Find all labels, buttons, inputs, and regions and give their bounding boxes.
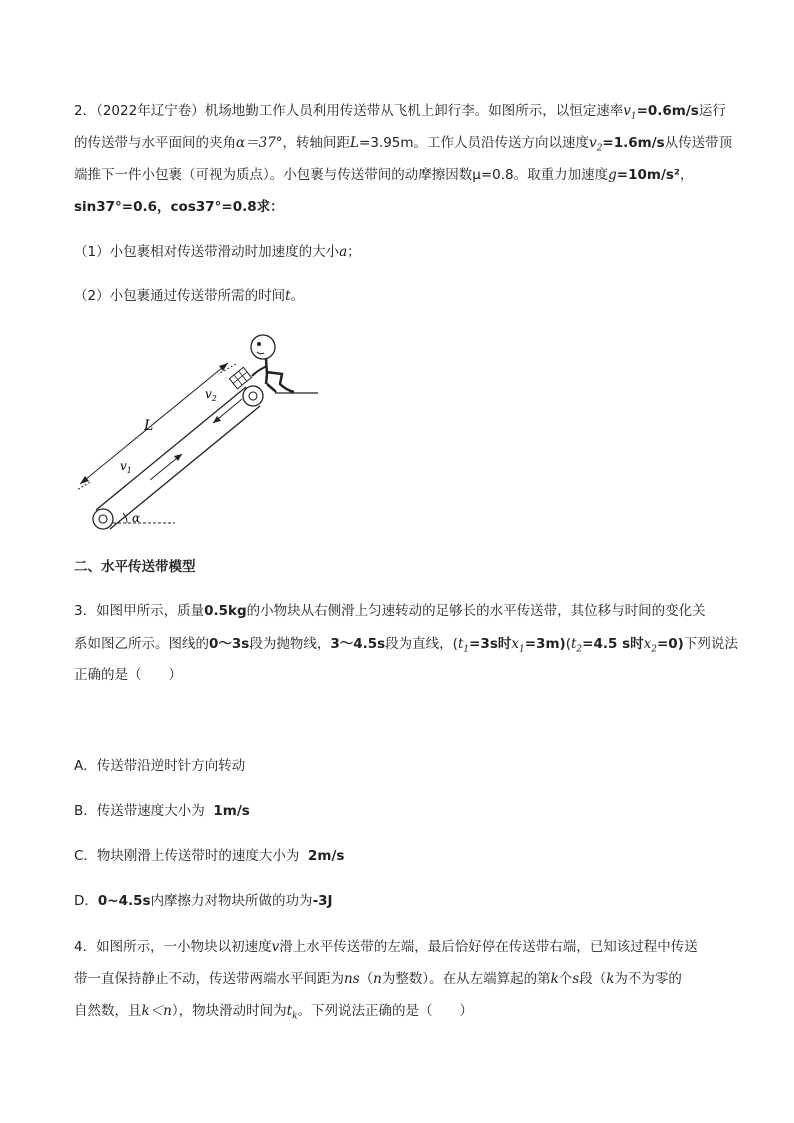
value-mu: μ=0.8 — [472, 167, 514, 183]
q3-option-d — [74, 891, 333, 911]
q3-text: =3s时 — [469, 636, 512, 652]
q4-line-3 — [74, 1001, 473, 1027]
q4-text: 滑上水平传送带的左端，最后恰好停在传送带右端，已知该过程中传送 — [279, 939, 698, 955]
sub-question-text: 。 — [290, 288, 305, 304]
var-k-lt-n: k＜n — [141, 1003, 172, 1019]
q4-text: ），物块滑动时间为 — [171, 1003, 287, 1019]
q4-text: 自然数，且 — [74, 1003, 142, 1019]
value-v2: =1.6m/s — [602, 135, 665, 151]
package-outline — [229, 367, 251, 388]
sub-2: 2 — [596, 143, 603, 154]
q2-sub-question-1 — [74, 242, 361, 262]
label-L: L — [144, 418, 154, 434]
value-mass: 0.5kg — [204, 603, 247, 619]
sub-1: 1 — [630, 111, 637, 122]
var-ns: ns — [344, 971, 360, 987]
var-t: t — [285, 288, 291, 304]
value-g: =10m/s² — [616, 167, 680, 183]
sub-question-text: （1）小包裹相对传送带滑动时加速度的大小 — [74, 244, 340, 260]
q2-line-2 — [74, 133, 732, 159]
q2-text: 2．（2022年辽宁卷）机场地勤工作人员利用传送带从飞机上卸行李。如图所示，以恒定速率 — [74, 103, 624, 119]
worker-leg — [266, 372, 294, 392]
var-n: n — [373, 971, 382, 987]
label-v2 — [205, 387, 217, 403]
worker-leg-rear — [267, 384, 276, 392]
dimension-line-L — [80, 363, 228, 484]
range-2: 3～4.5s — [330, 636, 386, 652]
var-v2: v — [589, 135, 597, 151]
option-text: C．物块刚滑上传送带时的速度大小为 — [74, 848, 300, 864]
package-box — [229, 367, 251, 388]
worker-head — [251, 335, 275, 359]
q4-text: 为整数）。在从左端算起的第 — [381, 971, 551, 987]
q3-text: 段为抛物线， — [249, 636, 331, 652]
label-alpha: α — [132, 511, 141, 525]
var-L: L — [350, 135, 360, 151]
sub-2: 2 — [576, 644, 583, 655]
top-roller — [243, 386, 263, 406]
option-text: B．传送带速度大小为 — [74, 803, 205, 819]
q3-text: 3．如图甲所示，质量 — [74, 603, 205, 619]
label-v2-sub: 2 — [211, 394, 217, 403]
q3-text: 段为直线，( — [385, 636, 458, 652]
label-v1-sub: 1 — [126, 466, 132, 475]
var-s: s — [572, 971, 580, 987]
var-g: g — [608, 167, 617, 183]
q2-text: 从传送带顶 — [664, 135, 733, 151]
q4-line-1 — [74, 937, 698, 957]
q3-option-a: A．传送带沿逆时针方向转动 — [74, 758, 246, 774]
section-heading: 二、水平传送带模型 — [74, 559, 196, 575]
q2-text: ，转轴间距 — [282, 135, 351, 151]
value-v1: =0.6m/s — [636, 103, 699, 119]
q2-line-4: sin37°=0.6，cos37°=0.8求： — [74, 199, 284, 215]
label-v1 — [120, 459, 132, 475]
q2-line-1 — [74, 101, 726, 127]
q4-line-2 — [74, 969, 682, 989]
label-v1-main: v — [120, 459, 127, 473]
option-text: D． — [74, 893, 98, 909]
q3-text: =0) — [656, 636, 684, 652]
var-x1: x — [511, 636, 519, 652]
q2-sub-question-2 — [74, 286, 304, 306]
range-1: 0～3s — [209, 636, 250, 652]
sub-question-text: ； — [347, 244, 361, 260]
worker-eye — [257, 342, 261, 346]
q3-option-b — [74, 801, 250, 821]
q2-text: =3.95m。工作人员沿传送方向以速度 — [359, 135, 590, 151]
conveyor-belt-figure — [70, 322, 330, 537]
q3-text: =3m) — [524, 636, 566, 652]
q4-text: 段（ — [579, 971, 607, 987]
q2-text: 。取重力加速度 — [513, 167, 609, 183]
angle-alpha: α＝37° — [236, 135, 283, 151]
sub-k: k — [292, 1011, 298, 1022]
q4-text: 。下列说法正确的是（ ） — [297, 1003, 474, 1019]
option-value: -3J — [312, 893, 333, 909]
q2-text: 运行 — [698, 103, 726, 119]
q2-text: ， — [679, 167, 694, 183]
var-t1: t — [457, 636, 464, 652]
q3-text: 下列说法 — [683, 636, 738, 652]
label-v2-main: v — [205, 387, 212, 401]
q4-text: 带一直保持静止不动，传送带两端水平间距为 — [74, 971, 344, 987]
q3-line-3: 正确的是（ ） — [74, 667, 182, 683]
worker-figure — [251, 335, 294, 392]
var-a: a — [339, 244, 348, 260]
q3-text: 的小物块从右侧滑上匀速转动的足够长的水平传送带，其位移与时间的变化关 — [246, 603, 706, 619]
sub-1: 1 — [463, 644, 470, 655]
var-x2: x — [643, 636, 652, 652]
var-tk: t — [286, 1003, 293, 1019]
sub-2: 2 — [651, 644, 657, 655]
q3-text: ( — [565, 636, 571, 652]
option-value: 2m/s — [308, 848, 345, 864]
option-range: 0~4.5s — [97, 893, 151, 909]
q4-text: 4．如图所示，一小物块以初速度 — [74, 939, 272, 955]
var-t2: t — [570, 636, 577, 652]
var-v1: v — [623, 103, 631, 119]
q2-line-3 — [74, 165, 693, 185]
q3-line-2 — [74, 634, 738, 660]
q3-option-c — [74, 846, 344, 866]
q3-line-1 — [74, 601, 706, 621]
belt-upper-edge — [96, 387, 246, 510]
var-k: k — [550, 971, 559, 987]
q2-text: 端推下一件小包裹（可视为质点）。小包裹与传送带间的动摩擦因数 — [74, 167, 473, 183]
q4-text: （ — [359, 971, 374, 987]
sub-1: 1 — [519, 644, 525, 655]
q3-text: 系如图乙所示。图线的 — [74, 636, 209, 652]
sub-question-text: （2）小包裹通过传送带所需的时间 — [74, 288, 286, 304]
dimension-extension-lower — [77, 482, 90, 490]
q2-text: 的传送带与水平面间的夹角 — [74, 135, 236, 151]
var-v: v — [271, 939, 280, 955]
bottom-roller — [93, 509, 113, 529]
q4-text: 为不为零的 — [614, 971, 682, 987]
worker-arm — [252, 366, 267, 376]
var-k: k — [606, 971, 615, 987]
option-value: 1m/s — [213, 803, 250, 819]
option-text: 内摩擦力对物块所做的功为 — [150, 893, 313, 909]
q4-text: 个 — [558, 971, 573, 987]
q3-text: =4.5 s时 — [582, 636, 644, 652]
